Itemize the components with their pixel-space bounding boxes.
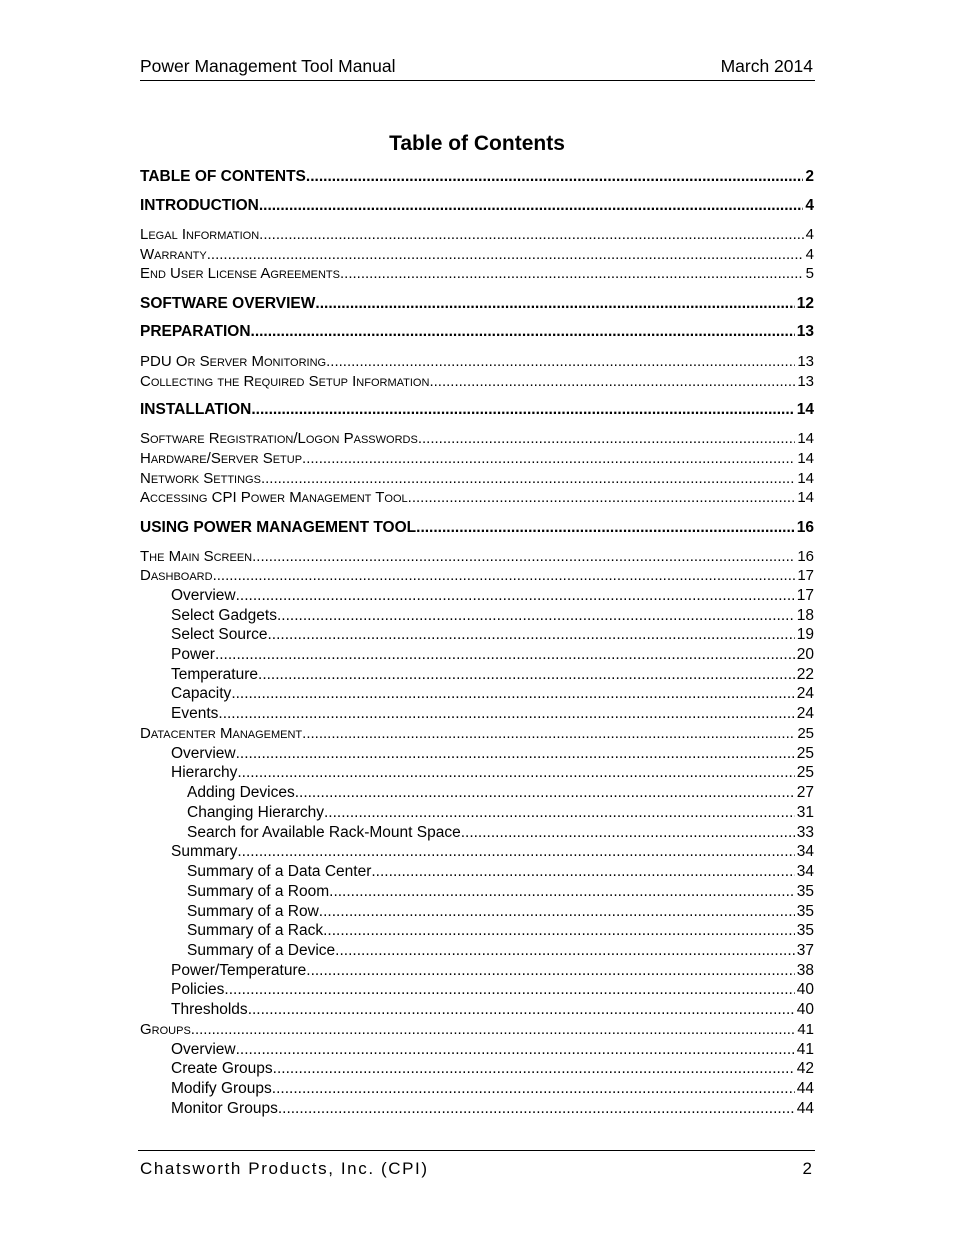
toc-entry-page: 44 <box>796 1100 814 1117</box>
toc-entry-label: Thresholds <box>171 1001 248 1018</box>
toc-entry[interactable] <box>140 843 814 863</box>
toc-entry-label: Summary of a Device <box>187 942 336 959</box>
toc-entry-page: 16 <box>797 548 814 565</box>
toc-entry-page: 41 <box>797 1021 814 1038</box>
toc-entry-label: INSTALLATION <box>140 401 252 418</box>
toc-entry[interactable] <box>140 1021 814 1041</box>
toc-entry-label: Temperature <box>171 666 259 683</box>
toc-entry[interactable] <box>140 804 814 824</box>
toc-leader-dots <box>295 784 795 802</box>
toc-entry-label: TABLE OF CONTENTS <box>140 168 306 185</box>
toc-entry[interactable] <box>140 705 814 725</box>
toc-leader-dots <box>418 430 796 447</box>
toc-leader-dots <box>306 168 803 186</box>
toc-leader-dots <box>335 942 795 960</box>
toc-entry-label: Software Registration/Logon Passwords <box>140 430 418 447</box>
toc-entry-page: 41 <box>796 1041 814 1058</box>
toc-entry-label: Overview <box>171 1041 236 1058</box>
toc-leader-dots <box>326 353 795 370</box>
toc-leader-dots <box>248 1001 795 1019</box>
toc-entry-page: 13 <box>797 373 814 390</box>
toc-entry-page: 4 <box>805 197 814 214</box>
toc-leader-dots <box>278 1100 795 1118</box>
page-footer <box>138 1150 815 1181</box>
toc-leader-dots <box>236 1041 795 1059</box>
page-title: Table of Contents <box>389 132 565 155</box>
toc-leader-dots <box>218 705 794 723</box>
toc-entry-label: Hierarchy <box>171 764 238 781</box>
toc-leader-dots <box>461 824 795 842</box>
toc-entry-page: 34 <box>796 843 814 860</box>
toc-entry[interactable] <box>140 353 814 373</box>
toc-entry-label: PDU Or Server Monitoring <box>140 353 327 370</box>
toc-leader-dots <box>273 1060 795 1078</box>
toc-leader-dots <box>237 843 794 861</box>
toc-entry-page: 25 <box>797 725 814 742</box>
toc-entry-page: 38 <box>796 962 814 979</box>
toc-leader-dots <box>268 626 795 644</box>
toc-entry-label: Accessing CPI Power Management Tool <box>140 489 408 506</box>
toc-leader-dots <box>261 470 795 487</box>
toc-leader-dots <box>251 401 794 419</box>
toc-entry-page: 12 <box>796 295 814 312</box>
toc-entry-label: Dashboard <box>140 567 213 584</box>
footer-company: Chatsworth Products, Inc. (CPI) <box>140 1159 429 1178</box>
toc-entry[interactable] <box>140 470 814 490</box>
toc-entry-label: INTRODUCTION <box>140 197 259 214</box>
toc-entry-page: 35 <box>796 922 814 939</box>
toc-entry-page: 13 <box>796 323 814 340</box>
toc-entry[interactable] <box>140 587 814 607</box>
toc-leader-dots <box>302 450 795 467</box>
toc-entry-label: Select Source <box>171 626 268 643</box>
toc-entry-page: 22 <box>796 666 814 683</box>
toc-entry[interactable] <box>140 981 814 1001</box>
toc-entry-page: 37 <box>796 942 814 959</box>
toc-entry[interactable] <box>140 168 814 188</box>
toc-entry[interactable] <box>140 922 814 942</box>
toc-entry[interactable] <box>140 323 814 343</box>
toc-entry-label: Overview <box>171 587 236 604</box>
toc-leader-dots <box>215 646 795 664</box>
toc-entry-label: PREPARATION <box>140 323 251 340</box>
toc-leader-dots <box>306 962 794 980</box>
toc-entry-page: 27 <box>796 784 814 801</box>
toc-entry-label: Legal Information <box>140 226 260 243</box>
toc-entry-label: Warranty <box>140 246 207 263</box>
toc-entry[interactable] <box>140 197 814 217</box>
toc-entry-page: 17 <box>797 567 814 584</box>
toc-entry[interactable] <box>140 373 814 393</box>
toc-entry-label: Capacity <box>171 685 232 702</box>
toc-leader-dots <box>259 197 804 215</box>
toc-entry[interactable] <box>140 824 814 844</box>
toc-leader-dots <box>236 745 795 763</box>
toc-entry-label: Adding Devices <box>187 784 295 801</box>
toc-entry[interactable] <box>140 745 814 765</box>
toc-entry[interactable] <box>140 1080 814 1100</box>
toc-entry[interactable] <box>140 1100 814 1120</box>
toc-entry-page: 14 <box>797 430 814 447</box>
toc-entry-page: 14 <box>797 489 814 506</box>
toc-entry-page: 13 <box>797 353 814 370</box>
toc-entry[interactable] <box>140 450 814 470</box>
toc-entry-label: Collecting the Required Setup Information <box>140 373 430 390</box>
footer-page-number: 2 <box>802 1159 812 1178</box>
toc-entry-label: Network Settings <box>140 470 261 487</box>
toc-leader-dots <box>319 903 795 921</box>
toc-entry[interactable] <box>140 226 814 246</box>
toc-entry-label: Select Gadgets <box>171 607 277 624</box>
toc-entry-page: 25 <box>796 764 814 781</box>
toc-entry-page: 16 <box>796 519 814 536</box>
toc-leader-dots <box>272 1080 795 1098</box>
toc-entry[interactable] <box>140 246 814 266</box>
toc-entry[interactable] <box>140 1041 814 1061</box>
page-header <box>140 56 815 81</box>
toc-leader-dots <box>213 567 796 584</box>
toc-leader-dots <box>323 922 795 940</box>
toc-leader-dots <box>224 981 794 999</box>
toc-entry-page: 40 <box>796 1001 814 1018</box>
toc-entry-label: Power <box>171 646 215 663</box>
toc-entry[interactable] <box>140 725 814 745</box>
toc-entry[interactable] <box>140 942 814 962</box>
toc-leader-dots <box>429 373 795 390</box>
toc-entry-page: 14 <box>797 450 814 467</box>
header-date: March 2014 <box>720 56 813 76</box>
toc-entry-page: 4 <box>805 226 814 243</box>
toc-leader-dots <box>237 764 794 782</box>
toc-entry-label: Create Groups <box>171 1060 273 1077</box>
toc-entry-page: 31 <box>796 804 814 821</box>
toc-entry[interactable] <box>140 430 814 450</box>
toc-entry[interactable] <box>140 646 814 666</box>
toc-entry-page: 18 <box>796 607 814 624</box>
toc-entry[interactable] <box>140 685 814 705</box>
toc-entry-label: Summary of a Room <box>187 883 330 900</box>
toc-entry-label: Events <box>171 705 219 722</box>
toc-entry-label: Power/Temperature <box>171 962 307 979</box>
toc-entry[interactable] <box>140 962 814 982</box>
toc-entry[interactable] <box>140 548 814 568</box>
toc-entry-label: End User License Agreements <box>140 265 340 282</box>
toc-leader-dots <box>252 548 795 565</box>
toc-entry-page: 14 <box>797 470 814 487</box>
toc-entry[interactable] <box>140 401 814 421</box>
toc-entry-label: The Main Screen <box>140 548 253 565</box>
toc-entry-page: 35 <box>796 883 814 900</box>
toc-entry-label: Summary of a Rack <box>187 922 324 939</box>
toc-entry-label: Groups <box>140 1021 191 1038</box>
toc-entry-label: Summary of a Data Center <box>187 863 372 880</box>
toc-leader-dots <box>251 323 795 341</box>
toc-entry-page: 42 <box>796 1060 814 1077</box>
toc-entry-page: 20 <box>796 646 814 663</box>
toc-leader-dots <box>236 587 795 605</box>
toc-entry[interactable] <box>140 489 814 509</box>
toc-entry-label: Changing Hierarchy <box>187 804 324 821</box>
toc-entry-label: Hardware/Server Setup <box>140 450 303 467</box>
toc-leader-dots <box>259 226 804 243</box>
toc-entry-page: 24 <box>796 685 814 702</box>
toc-entry[interactable] <box>140 567 814 587</box>
toc-entry-label: SOFTWARE OVERVIEW <box>140 295 316 312</box>
toc-leader-dots <box>329 883 795 901</box>
toc-leader-dots <box>340 265 804 282</box>
toc-entry-page: 25 <box>796 745 814 762</box>
toc-leader-dots <box>207 246 804 263</box>
toc-leader-dots <box>302 725 795 742</box>
toc-entry-page: 34 <box>796 863 814 880</box>
toc-entry[interactable] <box>140 764 814 784</box>
toc-entry[interactable] <box>140 265 814 285</box>
toc-entry[interactable] <box>140 666 814 686</box>
toc-entry-label: Monitor Groups <box>171 1100 278 1117</box>
toc-leader-dots <box>258 666 795 684</box>
toc-entry-page: 33 <box>796 824 814 841</box>
toc-entry-page: 24 <box>796 705 814 722</box>
toc-entry[interactable] <box>140 903 814 923</box>
toc-entry-page: 17 <box>796 587 814 604</box>
toc-entry-page: 35 <box>796 903 814 920</box>
toc-entry-label: Summary <box>171 843 238 860</box>
toc-entry[interactable] <box>140 519 814 539</box>
toc-entry[interactable] <box>140 607 814 627</box>
toc-entry[interactable] <box>140 784 814 804</box>
toc-entry[interactable] <box>140 1001 814 1021</box>
header-manual-title: Power Management Tool Manual <box>140 56 396 76</box>
toc-entry-page: 14 <box>796 401 814 418</box>
toc-entry-page: 40 <box>796 981 814 998</box>
toc-entry-page: 5 <box>805 265 814 282</box>
toc-leader-dots <box>191 1021 796 1038</box>
toc-entry[interactable] <box>140 1060 814 1080</box>
toc-leader-dots <box>416 519 795 537</box>
toc-entry-label: Modify Groups <box>171 1080 272 1097</box>
toc-entry-label: Overview <box>171 745 236 762</box>
toc-leader-dots <box>324 804 795 822</box>
toc-entry[interactable] <box>140 883 814 903</box>
toc-entry-label: USING POWER MANAGEMENT TOOL <box>140 519 417 536</box>
toc-entry[interactable] <box>140 863 814 883</box>
toc-entry[interactable] <box>140 295 814 315</box>
toc-entry-label: Search for Available Rack-Mount Space <box>187 824 461 841</box>
toc-leader-dots <box>408 489 796 506</box>
toc-entry-label: Policies <box>171 981 225 998</box>
toc-entry-page: 19 <box>796 626 814 643</box>
toc-leader-dots <box>231 685 794 703</box>
toc-entry[interactable] <box>140 626 814 646</box>
toc-leader-dots <box>315 295 794 313</box>
toc-entry-page: 44 <box>796 1080 814 1097</box>
toc-entry-label: Datacenter Management <box>140 725 303 742</box>
toc-entry-page: 2 <box>805 168 814 185</box>
toc-leader-dots <box>277 607 795 625</box>
toc-entry-label: Summary of a Row <box>187 903 319 920</box>
toc-leader-dots <box>371 863 794 881</box>
toc-entry-page: 4 <box>805 246 814 263</box>
